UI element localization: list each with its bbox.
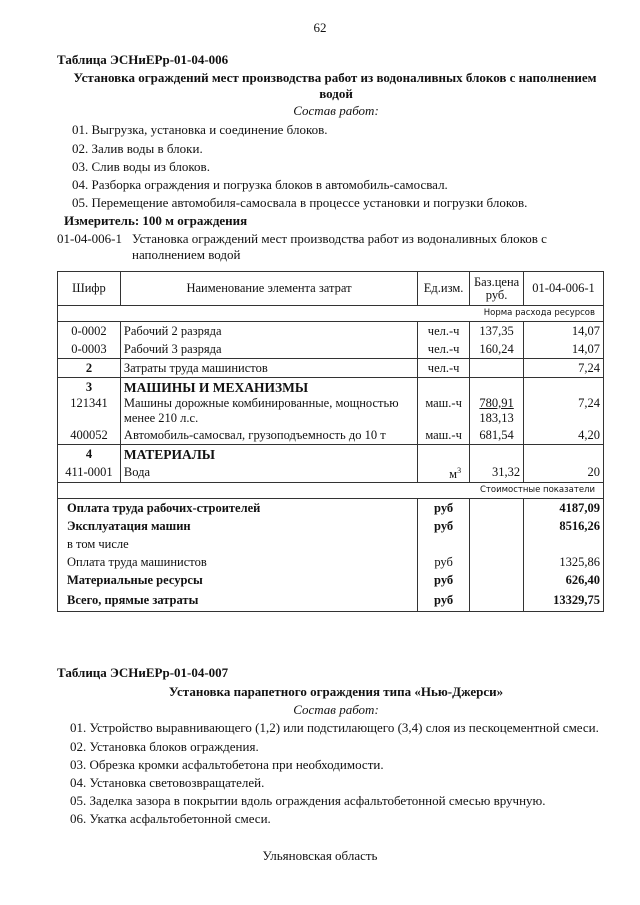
row-value: 20 (524, 463, 604, 483)
table1-title: Таблица ЭСНиЕРр-01-04-006 (57, 52, 229, 67)
footer-region: Ульяновская область (262, 848, 378, 863)
section-row (58, 483, 604, 499)
cost-unit: руб (418, 589, 470, 612)
table-row (58, 396, 604, 426)
header-price (470, 272, 524, 306)
table-row (58, 426, 604, 445)
cost-row (58, 499, 604, 518)
empty-cell (470, 589, 524, 612)
row-price (470, 359, 524, 378)
empty-cell (418, 445, 470, 464)
cost-unit: руб (418, 553, 470, 571)
row-price: 31,32 (470, 463, 524, 483)
row-name: Рабочий 3 разряда (120, 340, 417, 359)
section-row (58, 306, 604, 322)
table1-work-item: 02. Залив воды в блоки. (72, 141, 203, 156)
table1-meter: Измеритель: 100 м ограждения (64, 213, 248, 228)
table1-work-item: 03. Слив воды из блоков. (72, 159, 210, 174)
header-norm: 01-04-006-1 (524, 272, 604, 306)
row-code: 411-0001 (58, 463, 121, 483)
empty-cell (524, 378, 604, 397)
empty-cell (470, 378, 524, 397)
row-price-sub: 183,13 (479, 411, 514, 425)
row-price-main: 780,91 (479, 396, 514, 410)
cost-value: 8516,26 (524, 517, 604, 535)
section-header-row (58, 378, 604, 397)
cost-section-label: Стоимостные показатели (58, 483, 604, 499)
norm-table (57, 271, 604, 612)
table1-composition-label: Состав работ: (293, 103, 379, 118)
row-price: 160,24 (470, 340, 524, 359)
row-code: 0-0002 (58, 322, 121, 341)
row-name-line2: менее 210 л.с. (123, 411, 199, 425)
empty-cell (470, 517, 524, 535)
row-value: 7,24 (524, 359, 604, 378)
row-price (470, 396, 524, 426)
table-row (58, 340, 604, 359)
header-name: Наименование элемента затрат (120, 272, 417, 306)
row-unit: чел.-ч (418, 322, 470, 341)
table-row (58, 463, 604, 483)
cost-row (58, 589, 604, 612)
table1-heading-line2: водой (319, 86, 353, 101)
cost-name: в том числе (58, 535, 418, 553)
unit-base: м (449, 467, 458, 482)
row-code: 3 (58, 378, 121, 397)
row-name (120, 396, 417, 426)
cost-unit: руб (418, 517, 470, 535)
row-value: 14,07 (524, 322, 604, 341)
row-value: 7,24 (524, 396, 604, 426)
empty-cell (470, 445, 524, 464)
empty-cell (470, 535, 524, 553)
table1-work-item: 05. Перемещение автомобиля-самосвала в процессе установки и погрузки блоков. (72, 195, 528, 210)
table-row (58, 322, 604, 341)
row-unit: маш.-ч (418, 396, 470, 426)
row-unit: маш.-ч (418, 426, 470, 445)
norm-section-label: Норма расхода ресурсов (58, 306, 604, 322)
row-name: Автомобиль-самосвал, грузоподъемность до 10 т (120, 426, 417, 445)
row-name: Затраты труда машинистов (120, 359, 417, 378)
row-code: 2 (58, 359, 121, 378)
page-number: 62 (313, 20, 327, 35)
table1-norm-code: 01-04-006-1 (57, 231, 122, 246)
row-unit: чел.-ч (418, 340, 470, 359)
header-price-line1: Баз.цена (473, 274, 520, 289)
row-name: МАШИНЫ И МЕХАНИЗМЫ (120, 378, 417, 397)
empty-cell (524, 445, 604, 464)
table2-work-item: 04. Установка световозвращателей. (70, 775, 265, 790)
table-header-row (58, 272, 604, 306)
empty-cell (524, 535, 604, 553)
row-name: Вода (120, 463, 417, 483)
table2-heading: Установка парапетного ограждения типа «Нью-Джерси» (168, 684, 504, 699)
row-code: 400052 (58, 426, 121, 445)
empty-cell (470, 553, 524, 571)
table2-work-item: 06. Укатка асфальтобетонной смеси. (70, 811, 271, 826)
table1-norm-desc-line2: наполнением водой (132, 247, 241, 262)
cost-name: Эксплуатация машин (58, 517, 418, 535)
empty-cell (470, 499, 524, 518)
cost-unit: руб (418, 499, 470, 518)
cost-name: Оплата труда машинистов (58, 553, 418, 571)
cost-row (58, 517, 604, 535)
section-header-row (58, 445, 604, 464)
row-name-line1: Машины дорожные комбинированные, мощностью (123, 396, 399, 410)
cost-row (58, 553, 604, 571)
row-price: 137,35 (470, 322, 524, 341)
cost-name: Оплата труда рабочих-строителей (58, 499, 418, 518)
cost-row (58, 535, 604, 553)
cost-value: 13329,75 (524, 589, 604, 612)
table1-work-item: 01. Выгрузка, установка и соединение блоков. (72, 122, 328, 137)
table2-work-item: 05. Заделка зазора в покрытии вдоль ограждения асфальтобетонной смесью вручную. (70, 793, 546, 808)
empty-cell (418, 535, 470, 553)
header-code: Шифр (58, 272, 121, 306)
empty-cell (418, 378, 470, 397)
row-value: 14,07 (524, 340, 604, 359)
table1-heading-line1: Установка ограждений мест производства работ из водоналивных блоков с наполнением (73, 70, 597, 85)
cost-value: 4187,09 (524, 499, 604, 518)
table-row (58, 359, 604, 378)
row-value: 4,20 (524, 426, 604, 445)
row-unit: чел.-ч (418, 359, 470, 378)
table1-work-item: 04. Разборка ограждения и погрузка блоков в автомобиль-самосвал. (72, 177, 448, 192)
cost-name: Материальные ресурсы (58, 571, 418, 589)
empty-cell (470, 571, 524, 589)
row-code: 4 (58, 445, 121, 464)
row-name: МАТЕРИАЛЫ (120, 445, 417, 464)
row-unit (418, 463, 470, 483)
cost-value: 1325,86 (524, 553, 604, 571)
row-name: Рабочий 2 разряда (120, 322, 417, 341)
row-code: 121341 (58, 396, 121, 426)
cost-unit: руб (418, 571, 470, 589)
header-unit: Ед.изм. (418, 272, 470, 306)
cost-row (58, 571, 604, 589)
header-price-line2: руб. (485, 287, 508, 302)
cost-name: Всего, прямые затраты (58, 589, 418, 612)
unit-sup: 3 (457, 466, 462, 475)
table1-norm-desc-line1: Установка ограждений мест производства работ из водоналивных блоков с (132, 231, 547, 246)
table2-work-item: 01. Устройство выравнивающего (1,2) или подстилающего (3,4) слоя из пескоцементной смеси. (70, 720, 599, 735)
row-price: 681,54 (470, 426, 524, 445)
table2-work-item: 02. Установка блоков ограждения. (70, 739, 259, 754)
row-code: 0-0003 (58, 340, 121, 359)
cost-value: 626,40 (524, 571, 604, 589)
table2-composition-label: Состав работ: (293, 702, 379, 717)
table2-title: Таблица ЭСНиЕРр-01-04-007 (57, 665, 229, 680)
table2-work-item: 03. Обрезка кромки асфальтобетона при необходимости. (70, 757, 384, 772)
